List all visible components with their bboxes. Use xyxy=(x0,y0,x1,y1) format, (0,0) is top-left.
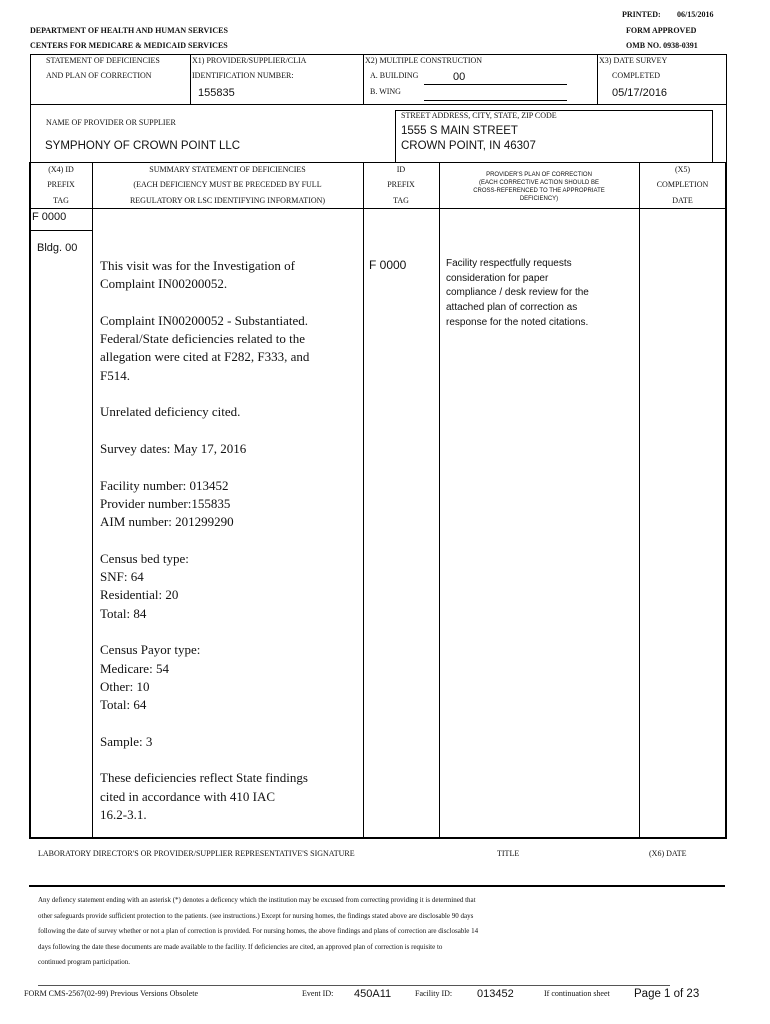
col-summary-line-1: SUMMARY STATEMENT OF DEFICIENCIES xyxy=(149,165,306,174)
col-id-line-3: TAG xyxy=(393,196,409,205)
event-id-label: Event ID: xyxy=(302,989,334,998)
event-id-value: 450A11 xyxy=(354,988,392,1000)
statement-label-2: AND PLAN OF CORRECTION xyxy=(46,71,152,80)
disclaimer-line: following the date of survey whether or not a plan of correction is provided. For nursing homes, the above findings and plans of correction are disclosable 14 xyxy=(38,927,479,935)
plan-line: Facility respectfully requests xyxy=(446,258,572,269)
facility-id-value: 013452 xyxy=(477,988,514,1000)
summary-line: Residential: 20 xyxy=(100,587,179,603)
summary-line: Unrelated deficiency cited. xyxy=(100,404,241,420)
summary-line: allegation were cited at F282, F333, and xyxy=(100,349,310,365)
disclaimer-line: days following the date these documents are made available to the facility. If deficiencies are cited, an approved plan of correction is requisite to xyxy=(38,942,443,951)
summary-line: Other: 10 xyxy=(100,678,150,694)
title-label: TITLE xyxy=(497,849,520,858)
centers-name: CENTERS FOR MEDICARE & MEDICAID SERVICES xyxy=(30,41,228,50)
summary-line: F514. xyxy=(100,367,130,383)
col-x4-line-2: PREFIX xyxy=(47,180,75,189)
summary-statement xyxy=(100,257,360,824)
col-x5-line-2: COMPLETION xyxy=(656,180,709,189)
summary-line: These deficiencies reflect State findings xyxy=(100,770,308,786)
col-summary-line-3: REGULATORY OR LSC IDENTIFYING INFORMATION) xyxy=(129,196,326,205)
summary-line: Federal/State deficiencies related to the xyxy=(100,331,306,347)
right-tag: F 0000 xyxy=(369,258,407,272)
summary-line: cited in accordance with 410 IAC xyxy=(100,788,276,804)
col-id-line-1: ID xyxy=(396,165,406,174)
col-x5-line-3: DATE xyxy=(672,196,693,205)
summary-line: AIM number: 201299290 xyxy=(100,514,234,530)
col-plan-line-4: DEFICIENCY) xyxy=(519,196,559,202)
plan-line: response for the noted citations. xyxy=(446,316,589,328)
provider-id-label-2: IDENTIFICATION NUMBER: xyxy=(192,71,294,80)
date-survey-label-1: X3) DATE SURVEY xyxy=(599,56,668,65)
plan-of-correction xyxy=(446,257,636,331)
provider-name-value: SYMPHONY OF CROWN POINT LLC xyxy=(45,140,241,152)
disclaimer xyxy=(38,893,718,971)
summary-line xyxy=(100,623,360,641)
plan-line: consideration for paper xyxy=(446,272,549,284)
signature-label: LABORATORY DIRECTOR'S OR PROVIDER/SUPPLIER REPRESENTATIVE'S SIGNATURE xyxy=(38,849,355,858)
building-value: 00 xyxy=(453,71,466,83)
col-x5-line-1: (X5) xyxy=(674,165,691,174)
col-plan-line-2: (EACH CORRECTIVE ACTION SHOULD BE xyxy=(478,180,600,186)
provider-id-label-1: X1) PROVIDER/SUPPLIER/CLIA xyxy=(192,56,307,65)
plan-line: attached plan of correction as xyxy=(446,302,578,314)
col-id-line-2: PREFIX xyxy=(387,180,415,189)
summary-line xyxy=(100,422,360,440)
provider-name-label: NAME OF PROVIDER OR SUPPLIER xyxy=(46,118,176,127)
summary-line: Provider number:155835 xyxy=(100,495,231,511)
continuation-label: If continuation sheet xyxy=(544,989,610,998)
summary-line: Sample: 3 xyxy=(100,733,153,749)
page-number: Page 1 of 23 xyxy=(634,988,700,1000)
date-label: (X6) DATE xyxy=(649,849,687,858)
disclaimer-line: continued program participation. xyxy=(38,958,130,966)
summary-line xyxy=(100,294,360,312)
provider-id-value: 155835 xyxy=(198,87,235,99)
col-plan-line-1: PROVIDER'S PLAN OF CORRECTION xyxy=(486,172,592,178)
summary-line: Facility number: 013452 xyxy=(100,477,229,493)
date-survey-value: 05/17/2016 xyxy=(612,87,668,99)
construction-label: X2) MULTIPLE CONSTRUCTION xyxy=(365,56,483,65)
summary-line xyxy=(100,458,360,476)
department-name: DEPARTMENT OF HEALTH AND HUMAN SERVICES xyxy=(30,26,228,35)
summary-line: Complaint IN00200052 - Substantiated. xyxy=(100,312,308,328)
facility-id-label: Facility ID: xyxy=(415,989,453,998)
disclaimer-line: Any defiency statement ending with an asterisk (*) denotes a deficency which the institution may be excused from correcting providing it is determined that xyxy=(38,896,476,904)
address-line-1: 1555 S MAIN STREET xyxy=(401,125,518,137)
col-summary-line-2: (EACH DEFICIENCY MUST BE PRECEDED BY FULL xyxy=(133,180,322,189)
printed-label: PRINTED: xyxy=(622,10,661,19)
printed-date: 06/15/2016 xyxy=(677,10,714,19)
summary-line xyxy=(100,751,360,769)
summary-line: 16.2-3.1. xyxy=(100,806,147,822)
summary-line xyxy=(100,531,360,549)
summary-line: Medicare: 54 xyxy=(100,660,169,676)
col-plan-line-3: CROSS-REFERENCED TO THE APPROPRIATE xyxy=(473,188,605,194)
address-label: STREET ADDRESS, CITY, STATE, ZIP CODE xyxy=(401,111,557,120)
summary-line xyxy=(100,714,360,732)
wing-underline xyxy=(424,100,567,101)
summary-line: Total: 64 xyxy=(100,697,147,713)
disclaimer-line: other safeguards provide sufficient protection to the patients. (see instructions.) Except for nursing homes, the findings stated above are disclosable 90 days xyxy=(38,911,474,920)
summary-line: This visit was for the Investigation of xyxy=(100,258,295,273)
summary-line xyxy=(100,385,360,403)
omb-number: OMB NO. 0938-0391 xyxy=(626,41,698,50)
address-line-2: CROWN POINT, IN 46307 xyxy=(401,140,536,152)
summary-line: SNF: 64 xyxy=(100,569,144,585)
left-tag: F 0000 xyxy=(32,211,67,223)
form-approved: FORM APPROVED xyxy=(626,26,697,35)
building-number: Bldg. 00 xyxy=(37,242,78,254)
building-underline xyxy=(424,84,567,85)
summary-line: Total: 84 xyxy=(100,605,147,621)
col-x4-line-3: TAG xyxy=(53,196,69,205)
summary-line: Census bed type: xyxy=(100,550,189,566)
statement-label-1: STATEMENT OF DEFICIENCIES xyxy=(46,56,160,65)
summary-line: Survey dates: May 17, 2016 xyxy=(100,440,247,456)
date-survey-label-2: COMPLETED xyxy=(612,71,660,80)
footer-divider xyxy=(38,985,670,986)
form-number: FORM CMS-2567(02-99) Previous Versions Obsolete xyxy=(24,989,199,998)
wing-label: B. WING xyxy=(370,87,401,96)
col-x4-line-1: (X4) ID xyxy=(48,165,74,174)
summary-line: Complaint IN00200052. xyxy=(100,276,228,292)
building-label: A. BUILDING xyxy=(370,71,419,80)
summary-line: Census Payor type: xyxy=(100,642,201,658)
plan-line: compliance / desk review for the xyxy=(446,287,589,299)
